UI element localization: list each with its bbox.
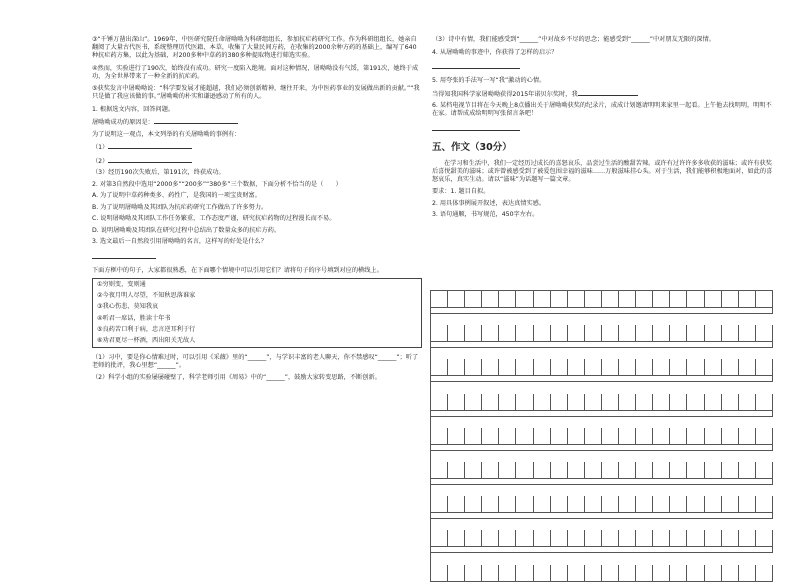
grid-cell[interactable] xyxy=(687,428,704,445)
grid-cell[interactable] xyxy=(499,359,516,376)
grid-cell[interactable] xyxy=(431,496,448,513)
answer-blank[interactable] xyxy=(108,142,192,149)
grid-cell[interactable] xyxy=(602,428,619,445)
grid-cell[interactable] xyxy=(739,428,756,445)
grid-cell[interactable] xyxy=(585,291,602,308)
answer-blank[interactable] xyxy=(154,117,238,124)
grid-cell[interactable] xyxy=(756,530,773,547)
grid-row-gap xyxy=(431,376,773,382)
answer-line[interactable] xyxy=(432,122,520,131)
grid-row-gap xyxy=(431,411,773,417)
grid-cell[interactable] xyxy=(739,462,756,479)
grid-cell[interactable] xyxy=(482,565,499,582)
grid-cell[interactable] xyxy=(534,325,551,342)
grid-cell[interactable] xyxy=(431,394,448,411)
grid-cell[interactable] xyxy=(670,428,687,445)
grid-cell[interactable] xyxy=(551,394,568,411)
grid-cell[interactable] xyxy=(653,291,670,308)
question-3: 3. 选文最后一自然段引用屠呦呦的名言，这样写的好处是什么？ xyxy=(92,238,267,245)
grid-cell[interactable] xyxy=(516,325,533,342)
grid-cell[interactable] xyxy=(670,291,687,308)
paragraph-5: ⑤获奖发言中屠呦呦说：“科学要发展才能超越，我们必须创新精神，继往开来，为中医药事业的发展做出新的贡献。”“我只是做了我应该做的事。”屠呦呦的朴实和谦逊感动了所有的人。 xyxy=(92,85,420,100)
grid-cell[interactable] xyxy=(585,359,602,376)
grid-cell[interactable] xyxy=(653,496,670,513)
grid-cell[interactable] xyxy=(534,359,551,376)
grid-cell[interactable] xyxy=(431,565,448,582)
grid-cell[interactable] xyxy=(756,462,773,479)
grid-cell[interactable] xyxy=(448,359,465,376)
question-r4: 当得知我国科学家屠呦呦获得2015年诺贝尔奖时，我 xyxy=(432,89,777,99)
grid-cell[interactable] xyxy=(722,530,739,547)
grid-cell[interactable] xyxy=(602,496,619,513)
grid-cell[interactable] xyxy=(448,428,465,445)
grid-cell[interactable] xyxy=(534,291,551,308)
essay-prompt: 在学习和生活中，我们一定经历过成长的喜怒哀乐，品尝过生活的酸甜苦辣。或许有过许许多多收获的滋味；或许有获奖后喜悦甜美的滋味；或许曾被感受到了被爱包围幸福的滋味……万般滋味挂心头。对于生活，我们能够积极地面对，如此的喜怒哀乐，真实生动。请以“滋味”为话题写一篇文章。 xyxy=(432,159,773,183)
answer-blank[interactable] xyxy=(578,89,638,96)
grid-cell[interactable] xyxy=(687,462,704,479)
question-1a: 屠呦呦成功的原因是： xyxy=(92,117,422,127)
grid-cell[interactable] xyxy=(431,428,448,445)
grid-cell[interactable] xyxy=(636,496,653,513)
grid-cell[interactable] xyxy=(653,565,670,582)
grid-cell[interactable] xyxy=(739,359,756,376)
option-c: C. 说明屠呦呦及其团队工作任务繁重，工作态度严谨，研究抗疟药物的过程漫长而不易。 xyxy=(92,215,336,222)
grid-cell[interactable] xyxy=(534,394,551,411)
grid-cell[interactable] xyxy=(482,428,499,445)
quote-item: ③我心伤悲，莫知我哀 xyxy=(97,303,159,311)
grid-cell[interactable] xyxy=(705,291,722,308)
grid-cell[interactable] xyxy=(722,428,739,445)
grid-cell[interactable] xyxy=(448,496,465,513)
grid-cell[interactable] xyxy=(448,291,465,308)
grid-cell[interactable] xyxy=(687,359,704,376)
grid-cell[interactable] xyxy=(636,359,653,376)
grid-cell[interactable] xyxy=(516,462,533,479)
grid-cell[interactable] xyxy=(705,394,722,411)
grid-cell[interactable] xyxy=(619,359,636,376)
grid-cell[interactable] xyxy=(705,530,722,547)
grid-row-gap xyxy=(431,547,773,553)
section-title: 五、作文（30分） xyxy=(432,141,512,153)
grid-cell[interactable] xyxy=(551,291,568,308)
grid-cell[interactable] xyxy=(739,325,756,342)
question-1b-2: （2） xyxy=(92,156,422,166)
grid-cell[interactable] xyxy=(482,325,499,342)
grid-cell[interactable] xyxy=(722,359,739,376)
grid-cell[interactable] xyxy=(568,530,585,547)
grid-cell[interactable] xyxy=(431,359,448,376)
option-a: A. 为了说明中草药种类多、药性广，是我国的一项宝贵财富。 xyxy=(92,192,261,199)
grid-cell[interactable] xyxy=(551,530,568,547)
essay-requirement-1: 要求：1. 题目自拟。 xyxy=(432,188,490,195)
grid-cell[interactable] xyxy=(653,462,670,479)
grid-cell[interactable] xyxy=(448,462,465,479)
grid-cell[interactable] xyxy=(534,530,551,547)
essay-requirement-3: 3. 语句通顺，书写规范，450字左右。 xyxy=(432,211,539,218)
grid-cell[interactable] xyxy=(465,291,482,308)
grid-cell[interactable] xyxy=(585,565,602,582)
grid-cell[interactable] xyxy=(670,565,687,582)
grid-cell[interactable] xyxy=(670,359,687,376)
grid-cell[interactable] xyxy=(602,394,619,411)
grid-cell[interactable] xyxy=(431,291,448,308)
grid-cell[interactable] xyxy=(465,530,482,547)
grid-cell[interactable] xyxy=(619,325,636,342)
question-1b: 为了说明这一观点，本文列举的有关屠呦呦的事例有： xyxy=(92,130,241,138)
grid-cell[interactable] xyxy=(619,530,636,547)
grid-cell[interactable] xyxy=(516,359,533,376)
grid-cell[interactable] xyxy=(670,496,687,513)
grid-cell[interactable] xyxy=(431,530,448,547)
question-1: 1. 根据选文内容，回答问题。 xyxy=(92,105,175,113)
grid-cell[interactable] xyxy=(499,394,516,411)
grid-cell[interactable] xyxy=(653,359,670,376)
quote-item: ①穷则变，变则通 xyxy=(97,281,146,288)
grid-cell[interactable] xyxy=(722,565,739,582)
question-2: 2. 对第3自然段中选用“2000多”“200多”“380多”三个数据，下面分析不恰当的是（ ） xyxy=(92,180,342,188)
grid-cell[interactable] xyxy=(465,496,482,513)
grid-cell[interactable] xyxy=(551,325,568,342)
grid-cell[interactable] xyxy=(636,462,653,479)
grid-cell[interactable] xyxy=(670,530,687,547)
grid-cell[interactable] xyxy=(653,530,670,547)
question-1b-3: （3）经历190次失败后，第191次，终获成功。 xyxy=(92,169,225,176)
grid-row-gap xyxy=(431,445,773,451)
paragraph-4: ④然而，实验进行了190次，始终没有成功。研究一度陷入绝境。面对这种情况，屠呦呦没有气馁，第191次，她终于成功，为全世界带来了一种全新的抗疟药。 xyxy=(92,64,419,80)
grid-cell[interactable] xyxy=(585,428,602,445)
grid-cell[interactable] xyxy=(739,394,756,411)
grid-cell[interactable] xyxy=(448,565,465,582)
grid-cell[interactable] xyxy=(499,530,516,547)
question-4a: （1）习中，要是你心情难过时，可以引用《采薇》里的“______”，与学识丰富的老人聊天，你不禁感叹“______”；听了老师的批评，我心里想“______”。 xyxy=(92,353,419,369)
essay-writing-grid[interactable] xyxy=(430,290,773,582)
grid-cell[interactable] xyxy=(585,462,602,479)
grid-cell[interactable] xyxy=(568,428,585,445)
grid-cell[interactable] xyxy=(431,462,448,479)
grid-cell[interactable] xyxy=(499,428,516,445)
grid-cell[interactable] xyxy=(722,496,739,513)
grid-cell[interactable] xyxy=(756,394,773,411)
grid-cell[interactable] xyxy=(516,530,533,547)
grid-cell[interactable] xyxy=(756,325,773,342)
grid-cell[interactable] xyxy=(636,428,653,445)
grid-cell[interactable] xyxy=(534,496,551,513)
grid-cell[interactable] xyxy=(602,359,619,376)
grid-cell[interactable] xyxy=(465,325,482,342)
grid-cell[interactable] xyxy=(499,565,516,582)
grid-cell[interactable] xyxy=(739,530,756,547)
grid-cell[interactable] xyxy=(465,394,482,411)
question-r3: 5. 用夸张的手法写一写“我”激动的心情。 xyxy=(432,77,546,84)
grid-cell[interactable] xyxy=(516,565,533,582)
question-r1: （3）诗中有情，我们能感受到“______”中对故乡不尽的思念；能感受到“______”中对朋友无限的深情。 xyxy=(432,36,715,43)
grid-cell[interactable] xyxy=(568,325,585,342)
grid-cell[interactable] xyxy=(670,462,687,479)
grid-cell[interactable] xyxy=(636,530,653,547)
quote-item: ⑥劝君更尽一杯酒，西出阳关无故人 xyxy=(97,336,196,344)
answer-line[interactable] xyxy=(92,250,156,259)
grid-cell[interactable] xyxy=(602,325,619,342)
essay-requirement-2: 2. 用具体事例展开叙述，表达真情实感。 xyxy=(432,199,546,207)
grid-cell[interactable] xyxy=(687,394,704,411)
grid-cell[interactable] xyxy=(687,496,704,513)
grid-cell[interactable] xyxy=(705,325,722,342)
grid-cell[interactable] xyxy=(482,359,499,376)
grid-cell[interactable] xyxy=(585,394,602,411)
grid-cell[interactable] xyxy=(636,394,653,411)
grid-cell[interactable] xyxy=(722,291,739,308)
grid-cell[interactable] xyxy=(585,530,602,547)
grid-cell[interactable] xyxy=(653,325,670,342)
grid-cell[interactable] xyxy=(705,428,722,445)
grid-cell[interactable] xyxy=(551,428,568,445)
question-1b-1: （1） xyxy=(92,142,422,152)
grid-cell[interactable] xyxy=(568,565,585,582)
paragraph-3: ③“千锤万凿出深山”。1969年，中医研究院任命屠呦呦为科研组组长，参加抗疟药研究工作。作为科研组组长，她亲自翻阅了大量古代医书，系统整理历代医籍、本草，收集了大量民间方药，在收集的2000余种方药的基础上，编写了640种抗疟药方集，以此为基础，对200多种中草药的380多种提取物进行筛选实验。 xyxy=(92,36,417,59)
option-b: B. 为了说明屠呦呦及其团队为抗疟药研究工作做出了许多努力。 xyxy=(92,203,268,211)
grid-cell[interactable] xyxy=(602,291,619,308)
quote-item: ⑤良药苦口利于病，忠言逆耳利于行 xyxy=(97,325,196,333)
grid-cell[interactable] xyxy=(465,565,482,582)
grid-row-gap xyxy=(431,479,773,485)
grid-cell[interactable] xyxy=(568,359,585,376)
grid-cell[interactable] xyxy=(619,496,636,513)
grid-cell[interactable] xyxy=(602,462,619,479)
grid-cell[interactable] xyxy=(568,496,585,513)
grid-cell[interactable] xyxy=(482,496,499,513)
grid-cell[interactable] xyxy=(636,325,653,342)
grid-cell[interactable] xyxy=(499,291,516,308)
grid-cell[interactable] xyxy=(465,359,482,376)
grid-cell[interactable] xyxy=(568,394,585,411)
quote-box xyxy=(92,278,422,348)
grid-cell[interactable] xyxy=(739,291,756,308)
grid-cell[interactable] xyxy=(602,530,619,547)
grid-cell[interactable] xyxy=(568,462,585,479)
grid-cell[interactable] xyxy=(516,291,533,308)
grid-cell[interactable] xyxy=(739,496,756,513)
grid-cell[interactable] xyxy=(619,462,636,479)
grid-cell[interactable] xyxy=(448,530,465,547)
grid-cell[interactable] xyxy=(739,565,756,582)
left-column xyxy=(92,36,422,387)
grid-cell[interactable] xyxy=(482,291,499,308)
grid-cell[interactable] xyxy=(636,565,653,582)
grid-row-gap xyxy=(431,513,773,519)
grid-cell[interactable] xyxy=(687,565,704,582)
grid-cell[interactable] xyxy=(619,291,636,308)
option-d: D. 说明屠呦呦及其团队在研究过程中总结出了数量众多的抗疟方药。 xyxy=(92,226,281,234)
grid-cell[interactable] xyxy=(670,394,687,411)
question-r5: 6. 某档电视节目将在今天晚上8点播出关于屠呦呦获奖的纪录片，成成计划邀请明明来家里一起看。上午他去找明明，明明不在家。请帮成成给明明写张留言条吧！ xyxy=(432,102,772,117)
grid-cell[interactable] xyxy=(482,394,499,411)
grid-cell[interactable] xyxy=(465,428,482,445)
grid-cell[interactable] xyxy=(585,496,602,513)
grid-cell[interactable] xyxy=(653,394,670,411)
grid-row-gap xyxy=(431,308,773,314)
grid-cell[interactable] xyxy=(534,565,551,582)
answer-blank[interactable] xyxy=(108,156,192,163)
grid-cell[interactable] xyxy=(499,496,516,513)
right-column xyxy=(432,36,777,223)
grid-cell[interactable] xyxy=(431,325,448,342)
grid-cell[interactable] xyxy=(705,462,722,479)
grid-cell[interactable] xyxy=(705,565,722,582)
grid-cell[interactable] xyxy=(516,394,533,411)
grid-row-gap xyxy=(431,342,773,348)
grid-cell[interactable] xyxy=(534,462,551,479)
grid-cell[interactable] xyxy=(756,428,773,445)
grid-cell[interactable] xyxy=(756,359,773,376)
grid-cell[interactable] xyxy=(756,291,773,308)
grid-cell[interactable] xyxy=(687,291,704,308)
grid-cell[interactable] xyxy=(722,462,739,479)
question-4: 下面方框中的句子，大家都很熟悉，在下面哪个情境中可以引用它们？请将句子的序号填到对应的横线上。 xyxy=(92,266,383,274)
grid-cell[interactable] xyxy=(619,565,636,582)
grid-cell[interactable] xyxy=(619,428,636,445)
grid-cell[interactable] xyxy=(687,325,704,342)
grid-cell[interactable] xyxy=(705,496,722,513)
grid-cell[interactable] xyxy=(448,394,465,411)
grid-cell[interactable] xyxy=(551,359,568,376)
grid-cell[interactable] xyxy=(448,325,465,342)
quote-item: ④听君一席话，胜读十年书 xyxy=(97,314,171,322)
grid-cell[interactable] xyxy=(722,325,739,342)
grid-cell[interactable] xyxy=(653,428,670,445)
grid-cell[interactable] xyxy=(756,565,773,582)
grid-cell[interactable] xyxy=(465,462,482,479)
grid-cell[interactable] xyxy=(516,496,533,513)
grid-cell[interactable] xyxy=(670,325,687,342)
question-4b: （2）科学小组的实验屡屡碰壁了，科学老师引用《周易》中的“______”，鼓励大家转变思路，不断创新。 xyxy=(92,374,381,382)
grid-cell[interactable] xyxy=(756,496,773,513)
answer-line[interactable] xyxy=(432,60,520,69)
grid-cell[interactable] xyxy=(482,530,499,547)
grid-cell[interactable] xyxy=(619,394,636,411)
grid-cell[interactable] xyxy=(705,359,722,376)
grid-cell[interactable] xyxy=(499,462,516,479)
grid-cell[interactable] xyxy=(482,462,499,479)
grid-cell[interactable] xyxy=(499,325,516,342)
grid-cell[interactable] xyxy=(585,325,602,342)
grid-cell[interactable] xyxy=(687,530,704,547)
question-r2: 4. 从屠呦呦的事迹中，你获得了怎样的启示？ xyxy=(432,48,558,56)
grid-cell[interactable] xyxy=(722,394,739,411)
grid-cell[interactable] xyxy=(602,565,619,582)
grid-cell[interactable] xyxy=(636,291,653,308)
grid-cell[interactable] xyxy=(551,496,568,513)
grid-cell[interactable] xyxy=(516,428,533,445)
grid-cell[interactable] xyxy=(568,291,585,308)
grid-cell[interactable] xyxy=(551,565,568,582)
grid-cell[interactable] xyxy=(534,428,551,445)
quote-item: ②今夜月明人尽望，不知秋思落谁家 xyxy=(97,292,196,300)
grid-cell[interactable] xyxy=(551,462,568,479)
